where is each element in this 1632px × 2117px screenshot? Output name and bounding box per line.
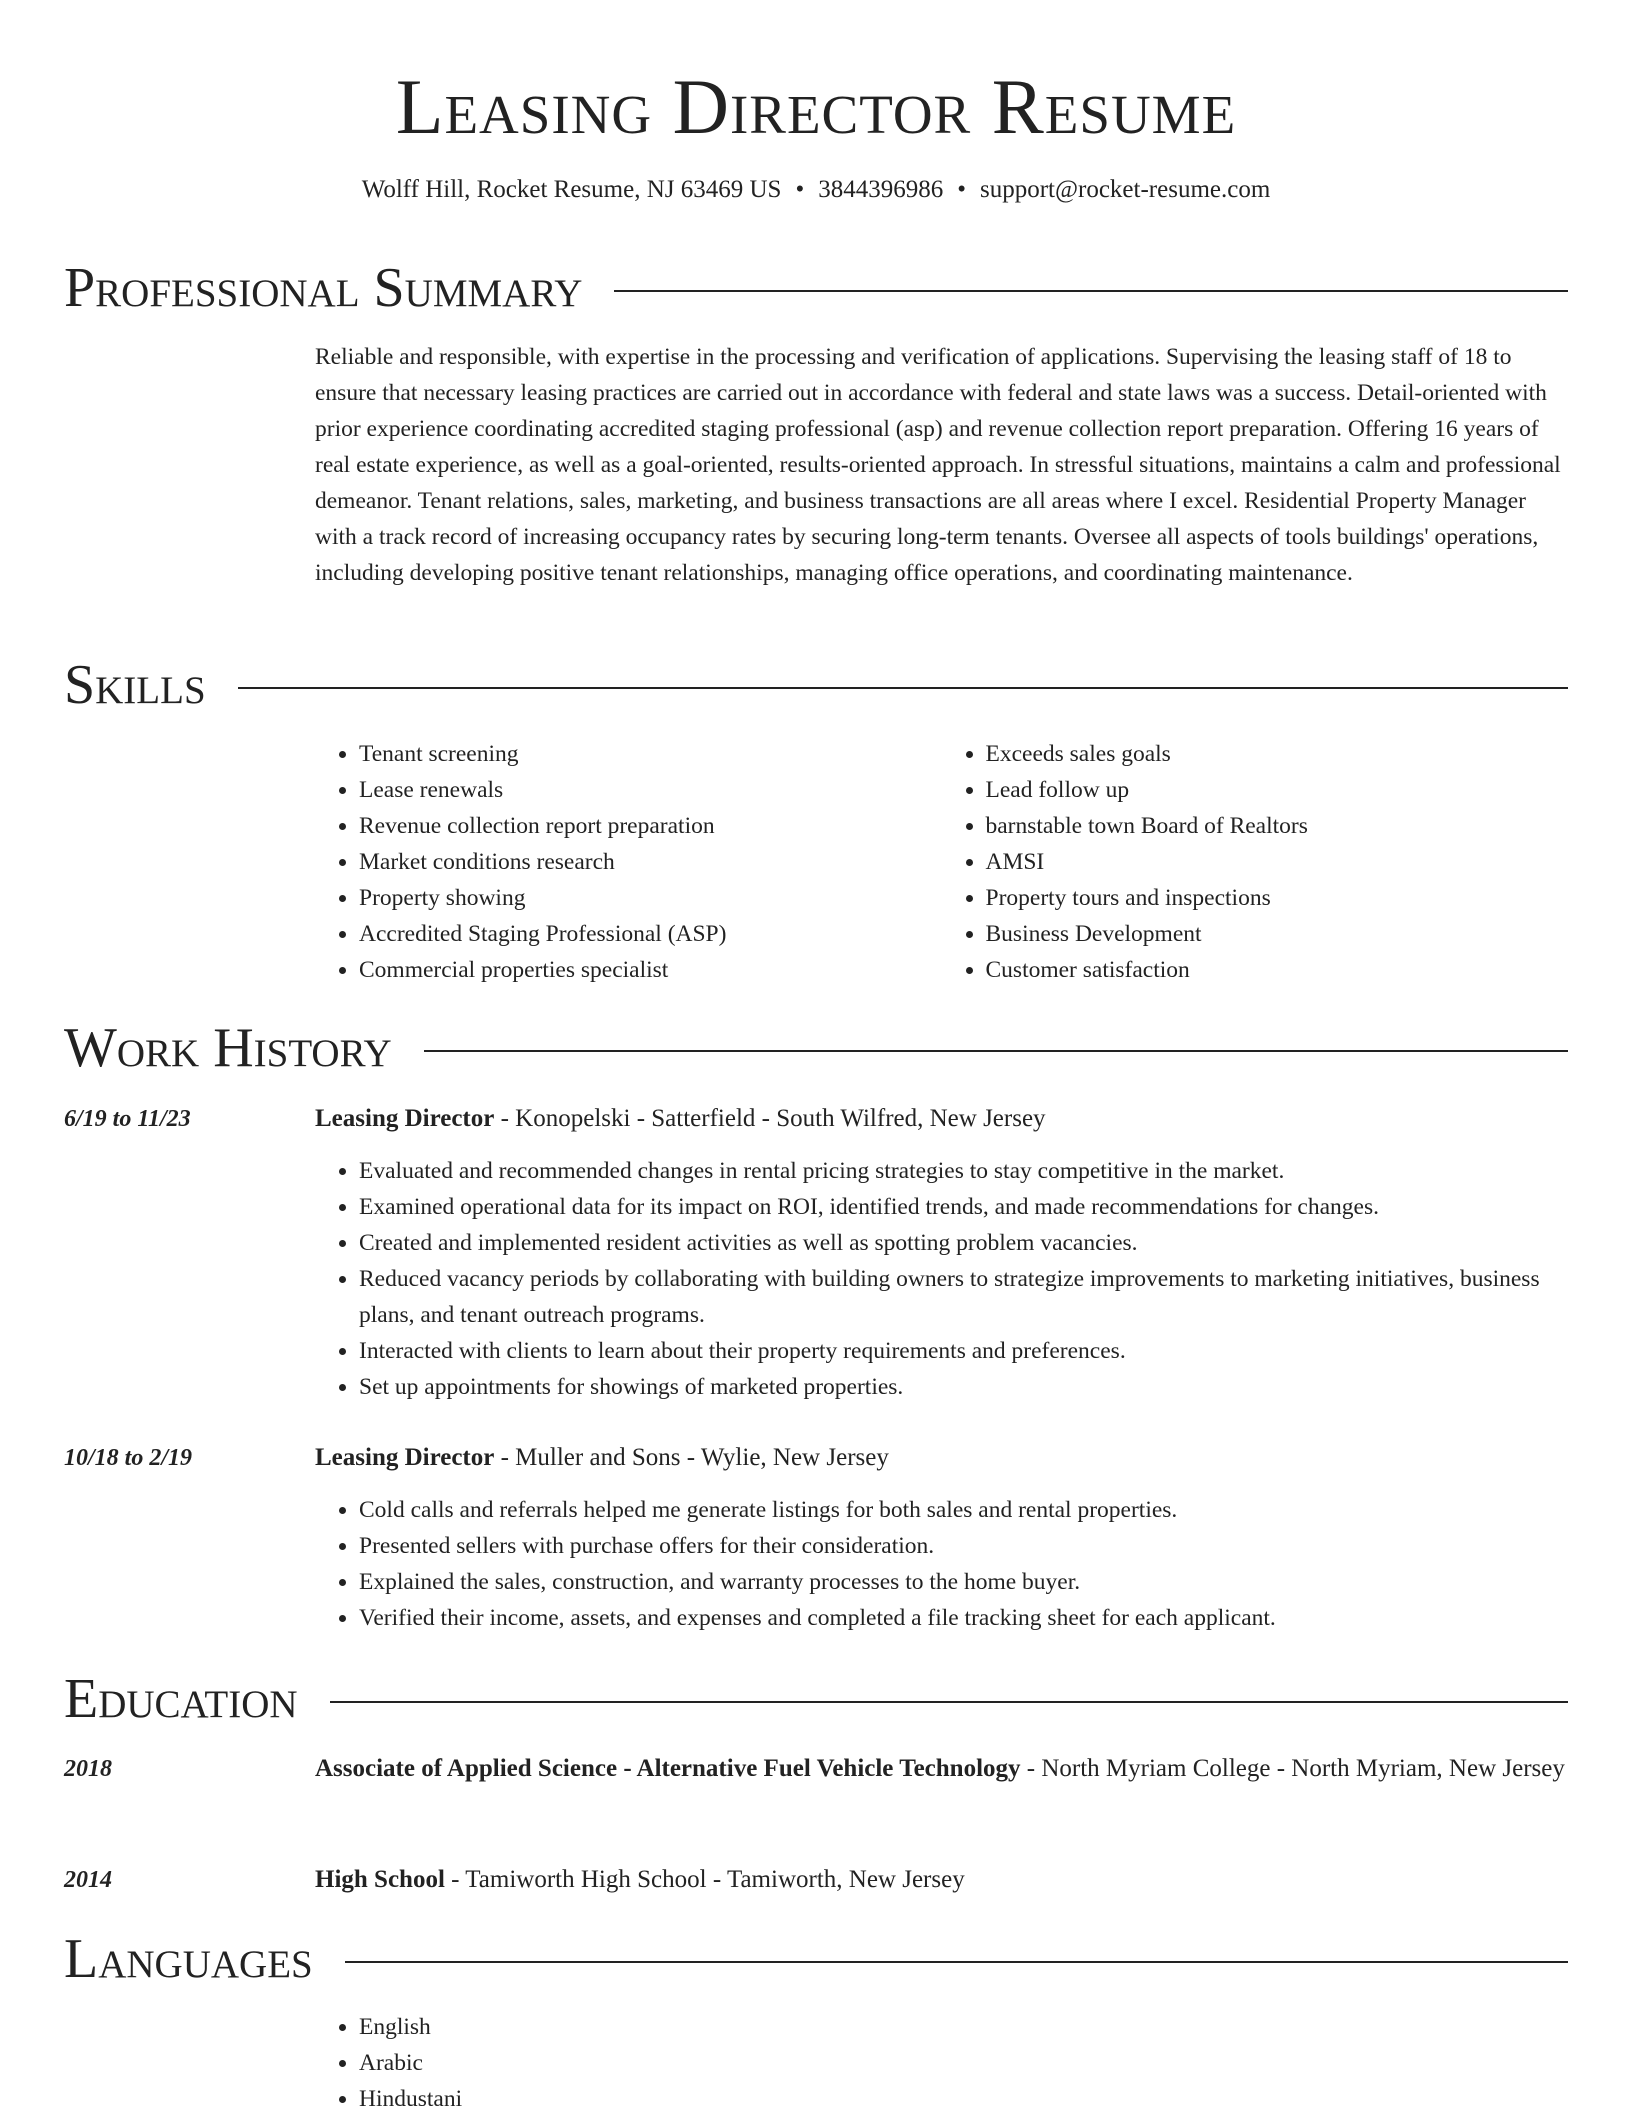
skill-item: • Property tours and inspections	[986, 880, 1569, 916]
contact-email: support@rocket-resume.com	[979, 176, 1271, 203]
section-divider	[424, 1050, 1568, 1052]
education-section-header	[64, 1667, 1568, 1731]
education-entry	[315, 1749, 1568, 1789]
job-bullet: • Interacted with clients to learn about their property requirements and preferences.	[359, 1333, 1568, 1369]
languages-heading: Languages	[64, 1928, 313, 1990]
summary-heading: Professional Summary	[64, 257, 583, 319]
job-bullet: • Presented sellers with purchase offers for their consideration.	[359, 1528, 1568, 1564]
education-degree: High School	[315, 1866, 445, 1893]
job-bullet: • Evaluated and recommended changes in rental pricing strategies to stay competitive in the market.	[359, 1153, 1568, 1189]
education-year: 2018	[64, 1756, 112, 1782]
contact-separator: •	[957, 176, 966, 203]
job-title: Leasing Director	[315, 1105, 495, 1132]
job-bullet: • Examined operational data for its impact on ROI, identified trends, and made recommendations for changes.	[359, 1189, 1568, 1225]
contact-separator: •	[795, 176, 805, 203]
contact-line	[64, 174, 1568, 206]
summary-body	[315, 339, 1568, 591]
skill-item: • Lease renewals	[359, 772, 942, 808]
skill-item: • Exceeds sales goals	[986, 736, 1569, 772]
job-bullet: • Explained the sales, construction, and warranty processes to the home buyer.	[359, 1564, 1568, 1600]
education-heading: Education	[64, 1668, 298, 1730]
work-heading: Work History	[64, 1017, 392, 1079]
education-year: 2014	[64, 1867, 112, 1893]
education-header	[315, 1860, 1568, 1900]
education-details: - North Myriam College - North Myriam, New Jersey	[1020, 1755, 1565, 1782]
job-title: Leasing Director	[315, 1444, 495, 1471]
education-entry	[315, 1860, 1568, 1900]
skill-item: • Property showing	[359, 880, 942, 916]
section-divider	[345, 1961, 1568, 1963]
job-header	[315, 1438, 1568, 1478]
job-bullet: • Cold calls and referrals helped me generate listings for both sales and rental properties.	[359, 1492, 1568, 1528]
education-degree: Associate of Applied Science - Alternative Fuel Vehicle Technology	[315, 1755, 1021, 1782]
skill-item: • Commercial properties specialist	[359, 952, 942, 988]
languages-list	[315, 2009, 1568, 2117]
job-bullet: • Verified their income, assets, and expenses and completed a file tracking sheet for each applicant.	[359, 1600, 1568, 1636]
languages-body	[315, 2009, 1568, 2117]
job-header	[315, 1099, 1568, 1139]
job-details: - Muller and Sons - Wylie, New Jersey	[494, 1444, 889, 1471]
language-item: • Hindustani	[359, 2081, 1568, 2117]
skills-list-left	[315, 736, 942, 988]
job-dates: 6/19 to 11/23	[64, 1106, 191, 1132]
contact-phone: 3844396986	[818, 176, 944, 203]
skills-list-right	[942, 736, 1569, 988]
contact-address: Wolff Hill, Rocket Resume, NJ 63469 US	[361, 176, 782, 203]
skill-item: • Tenant screening	[359, 736, 942, 772]
section-divider	[330, 1701, 1568, 1703]
skill-item: • Market conditions research	[359, 844, 942, 880]
language-item: • English	[359, 2009, 1568, 2045]
skills-heading: Skills	[64, 654, 206, 716]
skills-body	[315, 736, 1568, 988]
job-entry	[315, 1099, 1568, 1405]
job-bullets	[315, 1492, 1568, 1636]
education-details: - Tamiworth High School - Tamiworth, New Jersey	[444, 1866, 965, 1893]
job-bullet: • Created and implemented resident activities as well as spotting problem vacancies.	[359, 1225, 1568, 1261]
languages-section-header	[64, 1927, 1568, 1991]
job-dates: 10/18 to 2/19	[64, 1445, 193, 1471]
language-item: • Arabic	[359, 2045, 1568, 2081]
education-header	[315, 1749, 1568, 1789]
job-bullet: • Set up appointments for showings of marketed properties.	[359, 1369, 1568, 1405]
work-section-header	[64, 1016, 1568, 1080]
section-divider	[614, 290, 1568, 292]
job-bullet: • Reduced vacancy periods by collaborating with building owners to strategize improvements to marketing initiatives, business plans, and tenant outreach programs.	[359, 1261, 1568, 1333]
resume-title: Leasing Director Resume	[395, 63, 1237, 150]
job-details: - Konopelski - Satterfield - South Wilfred, New Jersey	[494, 1105, 1046, 1132]
section-divider	[238, 687, 1568, 689]
job-entry	[315, 1438, 1568, 1636]
skill-item: • Accredited Staging Professional (ASP)	[359, 916, 942, 952]
skill-item: • Business Development	[986, 916, 1569, 952]
skill-item: • Revenue collection report preparation	[359, 808, 942, 844]
skill-item: • Lead follow up	[986, 772, 1569, 808]
job-bullets	[315, 1153, 1568, 1405]
summary-text: Reliable and responsible, with expertise in the processing and verification of applications. Supervising the leasing staff of 18 to ensure that necessary leasing practices are carried out in accordance with federal and state laws was a success. Detail-oriented with prior experience coordinating accredited staging professional (asp) and revenue collection report preparation. Offering 16 years of real estate experience, as well as a goal-oriented, results-oriented approach. In stressful situations, maintains a calm and professional demeanor. Tenant relations, sales, marketing, and business transactions are all areas where I excel. Residential Property Manager with a track record of increasing occupancy rates by securing long-term tenants. Oversee all aspects of tools buildings' operations, including developing positive tenant relationships, managing office operations, and coordinating maintenance.	[315, 344, 1561, 586]
skills-section-header	[64, 653, 1568, 717]
skill-item: • barnstable town Board of Realtors	[986, 808, 1569, 844]
skill-item: • AMSI	[986, 844, 1569, 880]
skill-item: • Customer satisfaction	[986, 952, 1569, 988]
summary-section-header	[64, 256, 1568, 320]
